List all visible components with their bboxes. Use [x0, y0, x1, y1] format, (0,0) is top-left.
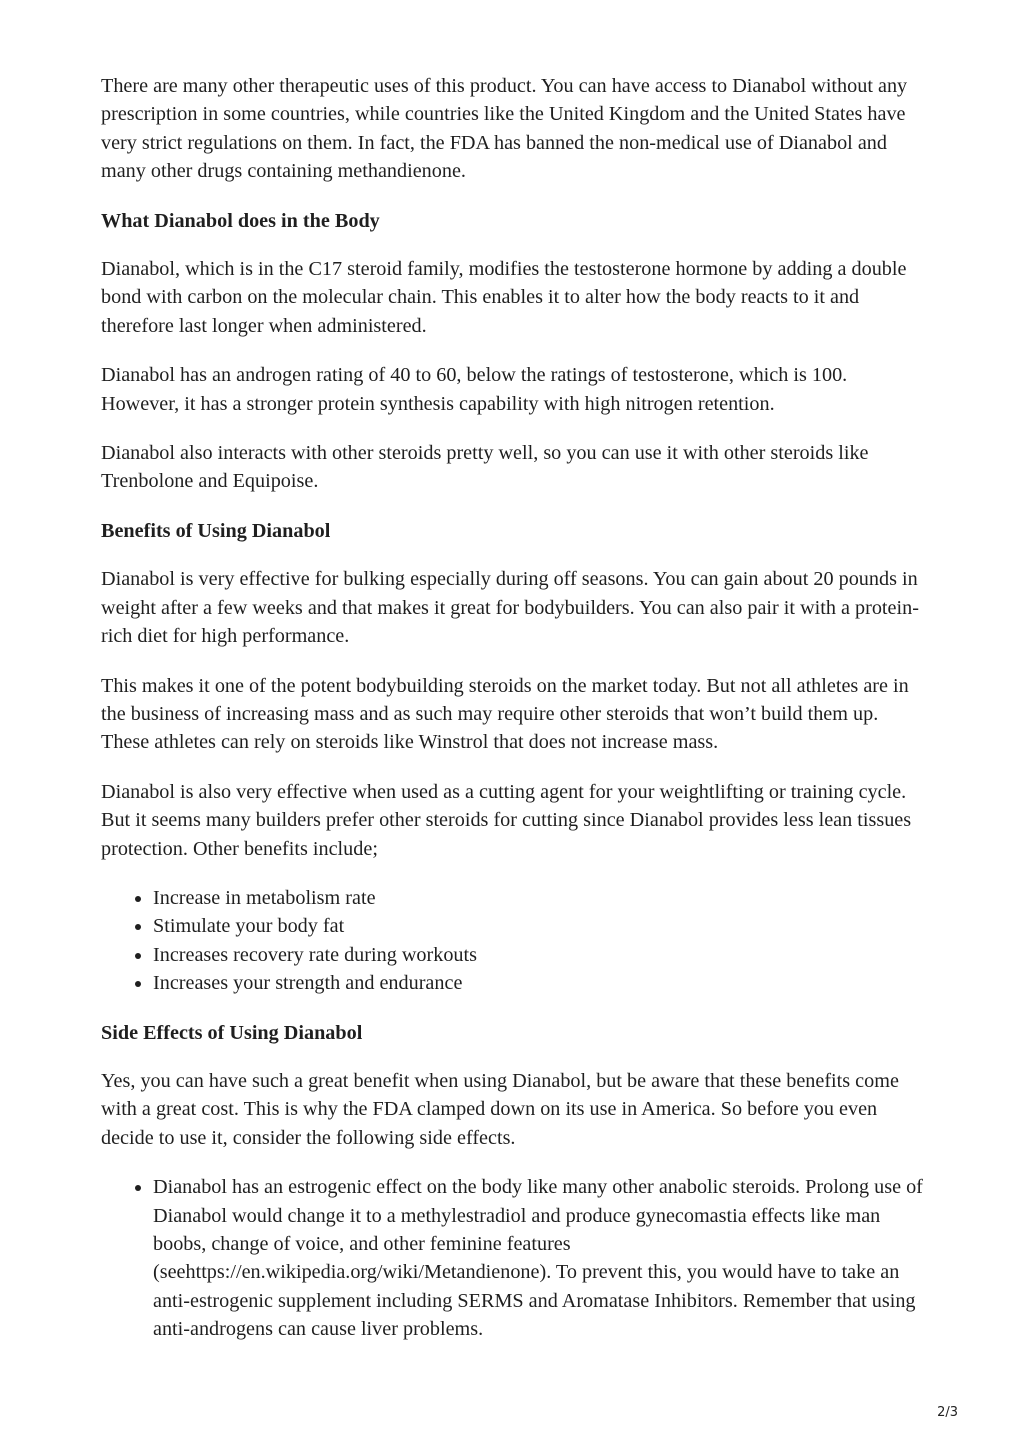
- benefits-list: [101, 884, 923, 998]
- document-page: [101, 72, 923, 1365]
- body-paragraph-2: Dianabol has an androgen rating of 40 to 60, below the ratings of testosterone, which is 100. However, it has a stronger protein synthesis capability with high nitrogen retention.: [101, 364, 848, 415]
- intro-paragraph: There are many other therapeutic uses of this product. You can have access to Dianabol without any prescription in some countries, while countries like the United Kingdom and the United States have very strict regulations on them. In fact, the FDA has banned the non-medical use of Dianabol and many other drugs containing methandienone.: [101, 75, 908, 183]
- list-item: • Increases recovery rate during workouts: [153, 941, 923, 969]
- section-heading-benefits: Benefits of Using Dianabol: [101, 519, 331, 542]
- side-effects-list: [101, 1173, 923, 1343]
- list-item: • Stimulate your body fat: [153, 912, 923, 940]
- section-heading-body: What Dianabol does in the Body: [101, 209, 380, 232]
- list-item: • Increases your strength and endurance: [153, 969, 923, 997]
- list-item: • Dianabol has an estrogenic effect on the body like many other anabolic steroids. Prolong use of Dianabol would change it to a methylestradiol and produce gynecomastia effects like man boobs, change of voice, and other feminine features (seehttps://en.wikipedia.org/wiki/Metandienone). To prevent this, you would have to take an anti-estrogenic supplement including SERMS and Aromatase Inhibitors. Remember that using anti-androgens can cause liver problems.: [153, 1173, 923, 1343]
- body-paragraph-1: Dianabol, which is in the C17 steroid family, modifies the testosterone hormone by adding a double bond with carbon on the molecular chain. This enables it to alter how the body reacts to it and therefore last longer when administered.: [101, 258, 907, 337]
- side-effects-paragraph: Yes, you can have such a great benefit when using Dianabol, but be aware that these benefits come with a great cost. This is why the FDA clamped down on its use in America. So before you even decide to use it, consider the following side effects.: [101, 1069, 899, 1149]
- page-number: 2/3: [937, 1405, 958, 1420]
- benefits-paragraph-1: Dianabol is very effective for bulking especially during off seasons. You can gain about 20 pounds in weight after a few weeks and that makes it great for bodybuilders. You can also pair it with a protein-rich diet for high performance.: [101, 568, 919, 648]
- section-heading-side-effects: Side Effects of Using Dianabol: [101, 1021, 363, 1044]
- benefits-paragraph-2: This makes it one of the potent bodybuilding steroids on the market today. But not all athletes are in the business of increasing mass and as such may require other steroids that won’t build them up. These athletes can rely on steroids like Winstrol that does not increase mass.: [101, 674, 909, 754]
- body-paragraph-3: Dianabol also interacts with other steroids pretty well, so you can use it with other steroids like Trenbolone and Equipoise.: [101, 442, 869, 493]
- benefits-paragraph-3: Dianabol is also very effective when used as a cutting agent for your weightlifting or training cycle. But it seems many builders prefer other steroids for cutting since Dianabol provides less lean tissues protection. Other benefits include;: [101, 780, 912, 860]
- list-item: • Increase in metabolism rate: [153, 884, 923, 912]
